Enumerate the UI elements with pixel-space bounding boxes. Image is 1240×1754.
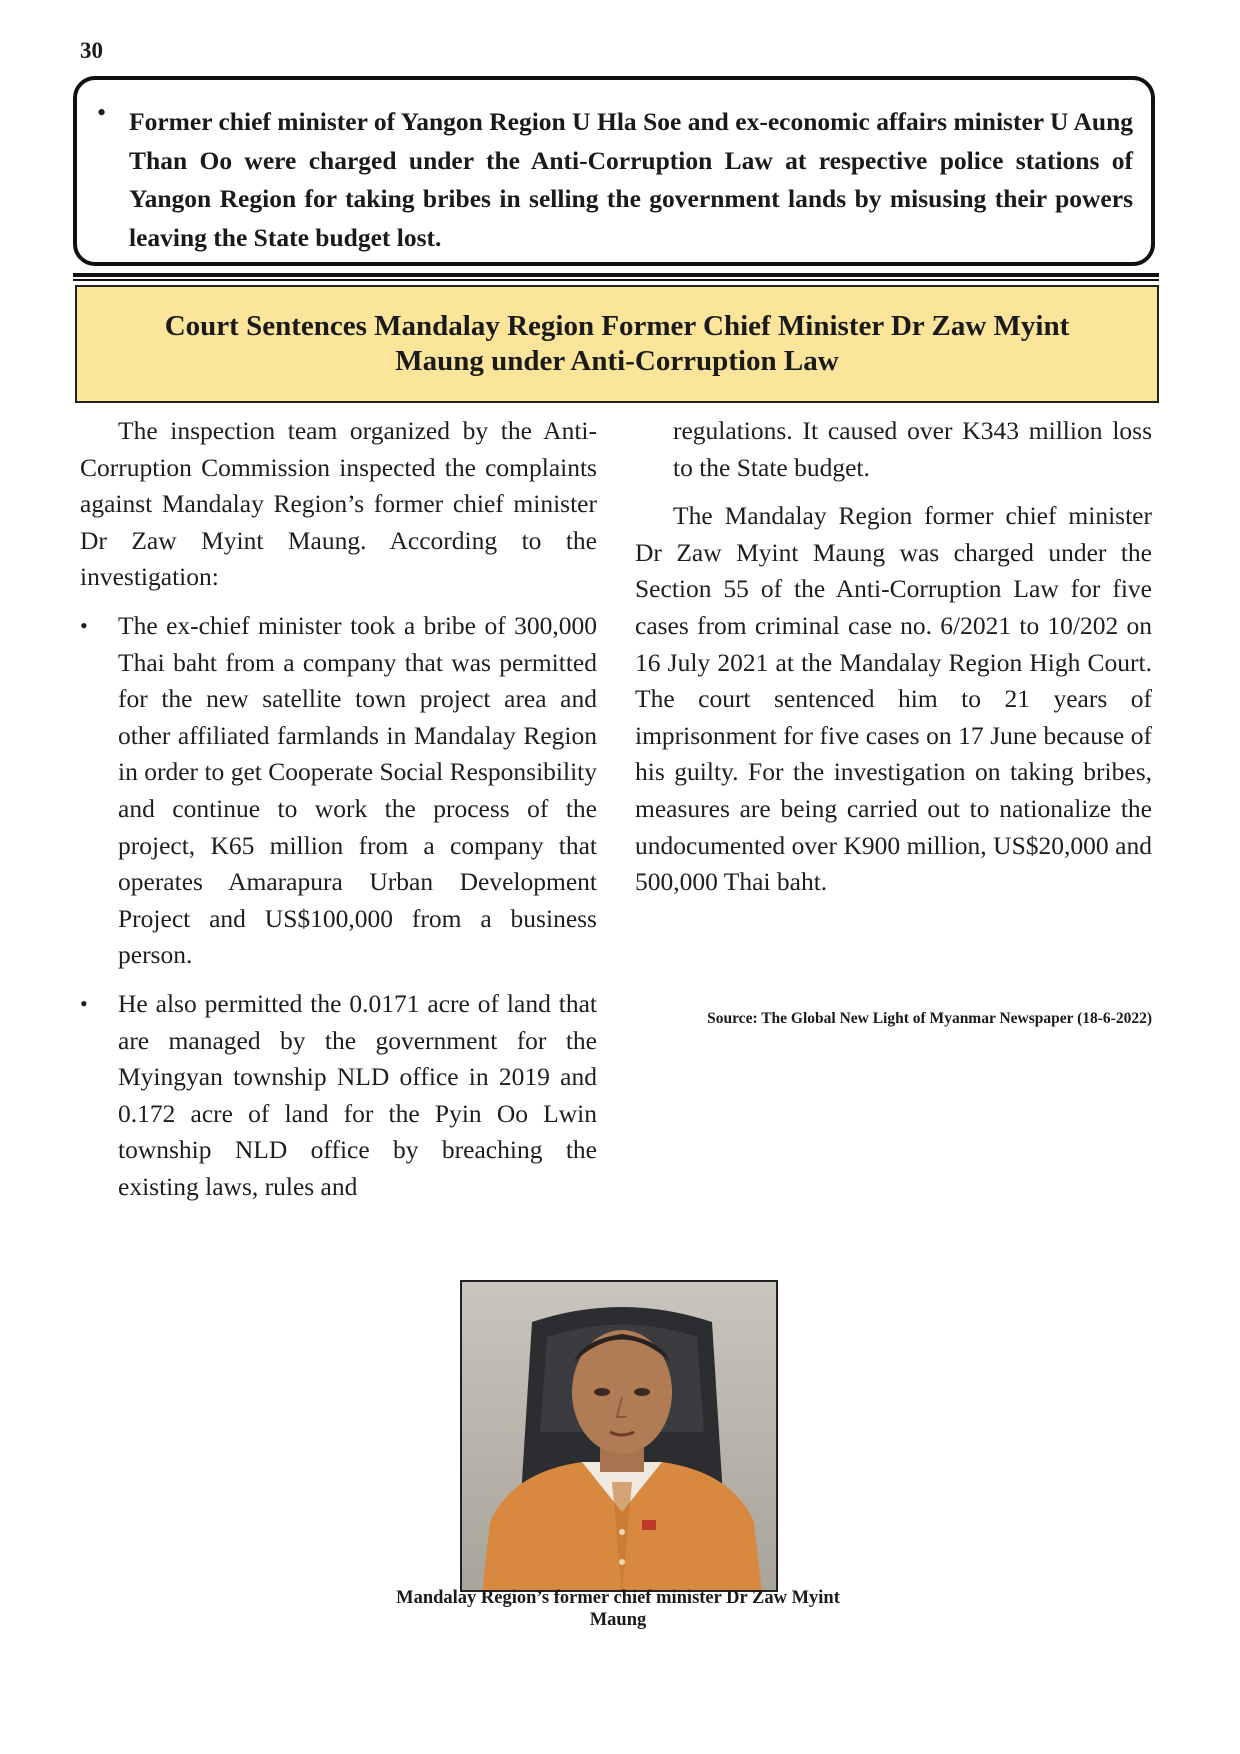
bullet-item-2	[80, 986, 597, 1206]
summary-box	[73, 76, 1155, 266]
divider-thick	[73, 273, 1159, 277]
portrait-photo	[460, 1280, 778, 1592]
left-column	[80, 413, 597, 1205]
bullet-text-2-part2: regulations. It caused over K343 million loss to the State budget.	[673, 416, 1152, 482]
bullet-text-2-part1: He also permitted the 0.0171 acre of land that are managed by the government for the Myingyan township NLD office in 2019 and 0.172 acre of land for the Pyin Oo Lwin township NLD office by breaching the existing laws, rules and	[118, 988, 597, 1201]
bullet-item-1	[80, 608, 597, 974]
divider-thin	[73, 279, 1159, 281]
page-number: 30	[80, 38, 103, 63]
intro-paragraph: The inspection team organized by the Anti-Corruption Commission inspected the complaints against Mandalay Region’s former chief minister Dr Zaw Myint Maung. According to the investigation:	[80, 416, 597, 592]
summary-text: Former chief minister of Yangon Region U Hla Soe and ex-economic affairs minister U Aung Than Oo were charged under the Anti-Corruption Law at respective police stations of Yangon Region for taking bribes in selling the government lands by misusing their powers leaving the State budget lost.	[129, 107, 1133, 252]
closing-paragraph: The Mandalay Region former chief minister Dr Zaw Myint Maung was charged under the Section 55 of the Anti-Corruption Law for five cases from criminal case no. 6/2021 to 10/202 on 16 July 2021 at the Mandalay Region High Court. The court sentenced him to 21 years of imprisonment for five cases on 17 June because of his guilty. For the investigation on taking bribes, measures are being carried out to nationalize the undocumented over K900 million, US$20,000 and 500,000 Thai baht.	[635, 501, 1152, 897]
bullet-icon: •	[80, 612, 88, 638]
article-headline: Court Sentences Mandalay Region Former Chief Minister Dr Zaw Myint Maung under Anti-Corruption Law	[164, 310, 1070, 377]
bullet-text-1: The ex-chief minister took a bribe of 300,000 Thai baht from a company that was permitted for the new satellite town project area and other affiliated farmlands in Mandalay Region in order to get Cooperate Social Responsibility and continue to work the process of the project, K65 million from a company that operates Amarapura Urban Development Project and US$100,000 from a business person.	[118, 610, 597, 970]
headline-banner	[75, 285, 1159, 403]
right-column	[635, 413, 1152, 901]
bullet-icon: •	[80, 990, 88, 1016]
photo-caption: Mandalay Region’s former chief minister Dr Zaw Myint Maung	[396, 1588, 840, 1630]
bullet-icon: •	[97, 98, 107, 127]
source-citation: Source: The Global New Light of Myanmar Newspaper (18-6-2022)	[707, 1010, 1152, 1027]
